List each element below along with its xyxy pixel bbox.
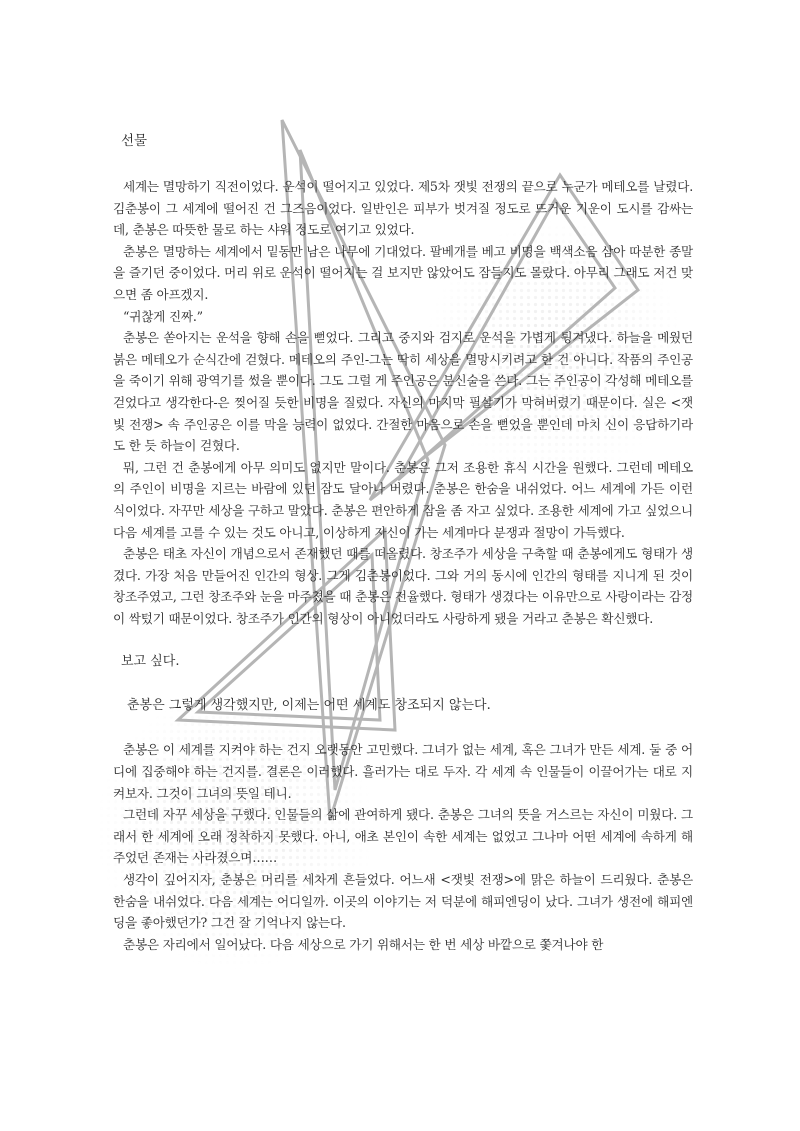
paragraph: 뭐, 그런 건 춘봉에게 아무 의미도 없지만 말이다. 춘봉은 그저 조용한 휴식 시간을 원했다. 그런데 메테오의 주인이 비명을 지르는 바람에 있던 잠도 달아나 버렸다. 춘봉은 한숨을 내쉬었다. 어느 세계에 가든 이런 식이었다. 자꾸만 세상을 구하고 말았다. 춘봉은 편안하게 잠을 좀 자고 싶었다. 조용한 세계에 가고 싶었으니 다음 세계를 고를 수 있는 것도 아니고, 이상하게 자신이 가는 세계마다 분쟁과 절망이 가득했다. xyxy=(113,459,693,540)
document-page xyxy=(113,122,693,955)
standalone-line: 춘봉은 그렇게 생각했지만, 이제는 어떤 세계도 창조되지 않는다. xyxy=(127,698,491,714)
standalone-line: 보고 싶다. xyxy=(121,654,180,670)
document-title: 선물 xyxy=(121,133,148,149)
paragraph: 춘봉은 태초 자신이 개념으로서 존재했던 때를 떠올렸다. 창조주가 세상을 구축할 때 춘봉에게도 형태가 생겼다. 가장 처음 만들어진 인간의 형상. 그게 김춘봉이었다. 그와 거의 동시에 인간의 형태를 지니게 된 것이 창조주였고, 그런 창조주와 눈을 마주쳤을 때 춘봉은 전율했다. 형태가 생겼다는 이유만으로 사랑이라는 감정이 싹텄기 때문이었다. 창조주가 인간의 형상이 아니었더라도 사랑하게 됐을 거라고 춘봉은 확신했다. xyxy=(113,546,693,626)
paragraph: 춘봉은 쏟아지는 운석을 향해 손을 뻗었다. 그리고 중지와 검지로 운석을 가볍게 튕겨냈다. 하늘을 메웠던 붉은 메테오가 순식간에 걷혔다. 메테오의 주인-그는 딱히 세상을 멸망시키려고 한 건 아니다. 작품의 주인공을 죽이기 위해 광역기를 썼을 뿐이다. 그도 그럴 게 주인공은 분신술을 쓴다. 그는 주인공이 각성해 메테오를 걷었다고 생각한다-은 찢어질 듯한 비명을 질렀다. 자신의 마지막 필살기가 막혀버렸기 때문이다. 실은 <잿빛 전쟁> 속 주인공은 이를 막을 능력이 없었다. 간절한 마음으로 손을 뻗었을 뿐인데 마치 신이 응답하기라도 한 듯 하늘이 걷혔다. xyxy=(113,330,693,454)
dialogue-line: “귀찮게 진짜.” xyxy=(123,308,203,324)
paragraph: 춘봉은 자리에서 일어났다. 다음 세상으로 가기 위해서는 한 번 세상 바깥으로 쫓겨나야 한 xyxy=(123,936,604,952)
paragraph: 그런데 자꾸 세상을 구했다. 인물들의 삶에 관여하게 됐다. 춘봉은 그녀의 뜻을 거스르는 자신이 미웠다. 그래서 한 세계에 오래 정착하지 못했다. 아니, 애초 본인이 속한 세계는 없었고 그나마 어떤 세계에 속하게 해주었던 존재는 사라졌으며…… xyxy=(113,807,693,866)
paragraph: 춘봉은 이 세계를 지켜야 하는 건지 오랫동안 고민했다. 그녀가 없는 세계, 혹은 그녀가 만든 세계. 둘 중 어디에 집중해야 하는 건지를. 결론은 이러했다. 흘러가는 대로 두자. 각 세계 속 인물들이 이끌어가는 대로 지켜보자. 그것이 그녀의 뜻일 테니. xyxy=(113,742,693,801)
paragraph: 춘봉은 멸망하는 세계에서 밑동만 남은 나무에 기대었다. 팔베개를 베고 비명을 백색소음 삼아 따분한 종말을 즐기던 중이었다. 머리 위로 운석이 떨어지는 걸 보지만 않았어도 잠들지도 몰랐다. 아무리 그래도 저건 맞으면 좀 아프겠지. xyxy=(113,243,693,302)
paragraph: 세계는 멸망하기 직전이었다. 운석이 떨어지고 있었다. 제5차 잿빛 전쟁의 끝으로 누군가 메테오를 날렸다. 김춘봉이 그 세계에 떨어진 건 그즈음이었다. 일반인은 피부가 벗겨질 정도로 뜨거운 기운이 도시를 감싸는데, 춘봉은 따뜻한 물로 하는 샤워 정도로 여기고 있었다. xyxy=(113,179,693,238)
paragraph: 생각이 깊어지자, 춘봉은 머리를 세차게 흔들었다. 어느새 <잿빛 전쟁>에 맑은 하늘이 드리웠다. 춘봉은 한숨을 내쉬었다. 다음 세계는 어디일까. 이곳의 이야기는 저 덕분에 해피엔딩이 났다. 그녀가 생전에 해피엔딩을 좋아했던가? 그건 잘 기억나지 않는다. xyxy=(113,872,693,931)
